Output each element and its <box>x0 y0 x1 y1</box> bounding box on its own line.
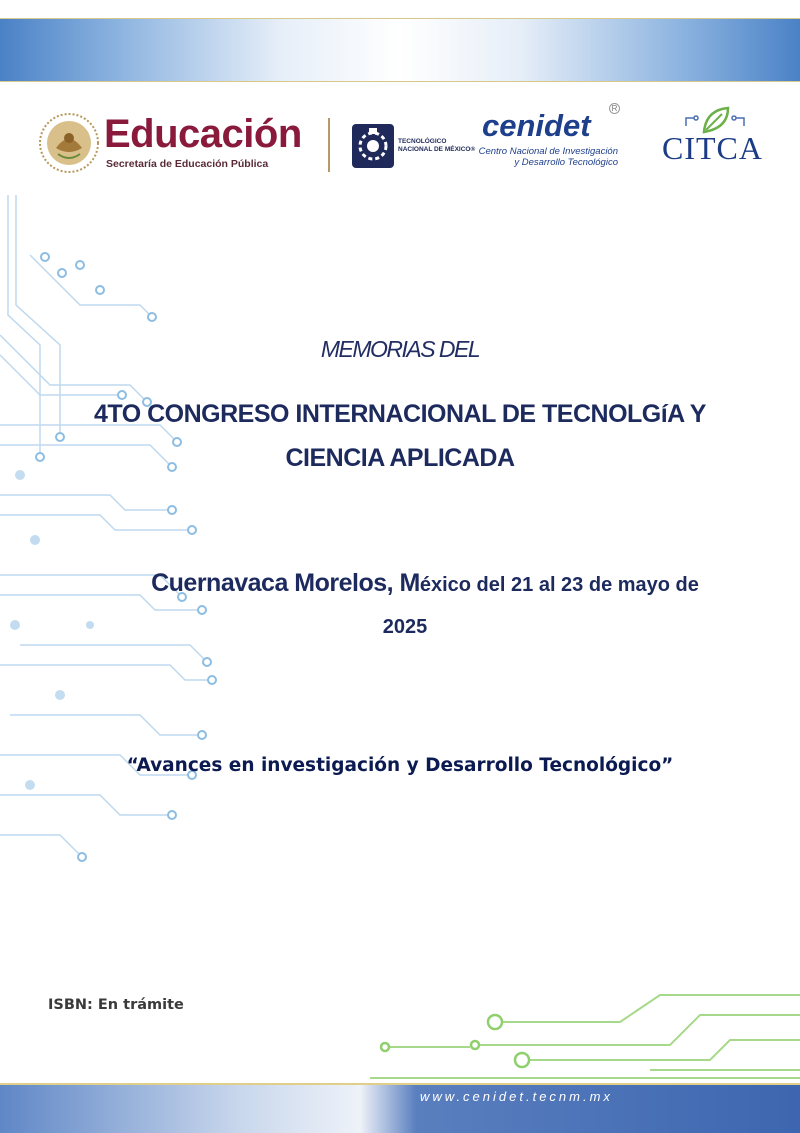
event-location-date <box>60 562 790 648</box>
website-link[interactable]: www.cenidet.tecnm.mx <box>420 1089 613 1104</box>
citca-title: CITCA <box>662 130 763 166</box>
top-gradient-band <box>0 18 800 82</box>
cenidet-subtitle-line1: Centro Nacional de Investigación <box>478 146 618 157</box>
circuit-board-decoration <box>0 195 240 895</box>
tecnm-label-line1: TECNOLÓGICO <box>398 138 447 145</box>
tecnm-label <box>398 138 475 154</box>
sep-subtitle: Secretaría de Educación Pública <box>106 158 269 170</box>
green-circuit-decoration <box>370 985 800 1085</box>
registered-mark: R <box>609 103 620 114</box>
logo-divider <box>328 118 330 172</box>
location-line <box>60 562 790 606</box>
cenidet-subtitle-line2: y Desarrollo Tecnológico <box>514 157 618 168</box>
cenidet-subtitle <box>478 146 618 168</box>
location-city: Cuernavaca Morelos, M <box>151 569 420 597</box>
event-year: 2025 <box>382 616 428 638</box>
tecnm-label-line2: NACIONAL DE MÉXICO® <box>398 146 476 153</box>
congress-title-line1: 4TO CONGRESO INTERNACIONAL DE TECNOLGíA Y <box>94 400 706 428</box>
location-dates: éxico del 21 al 23 de mayo de <box>419 574 699 596</box>
isbn-label: ISBN: En trámite <box>48 997 184 1013</box>
sep-title: Educación <box>104 112 302 156</box>
congress-title-line2: CIENCIA APLICADA <box>285 444 515 472</box>
congress-title <box>50 392 750 480</box>
congress-motto: “Avances en investigación y Desarrollo Tecnológico” <box>126 755 674 776</box>
tecnm-gear-icon <box>350 120 396 170</box>
bottom-gradient-band <box>0 1083 800 1133</box>
memorias-heading: MEMORIAS DEL <box>320 336 480 362</box>
cenidet-title: cenidet <box>482 108 591 143</box>
mexico-shield-icon <box>38 112 100 174</box>
